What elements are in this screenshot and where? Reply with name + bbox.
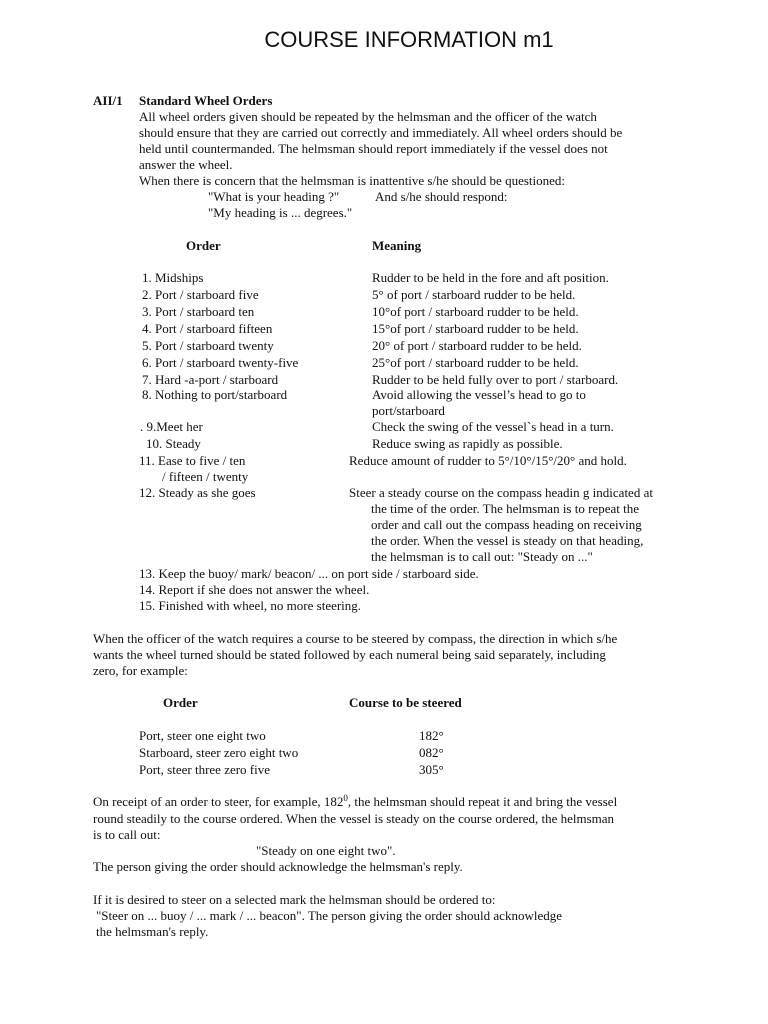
order-row-full: 15. Finished with wheel, no more steering. — [139, 598, 362, 613]
meaning-cell: order and call out the compass heading on receiving — [371, 517, 642, 532]
order-cell: 3. Port / starboard ten — [142, 304, 255, 319]
section-heading: Standard Wheel Orders — [139, 93, 273, 108]
orders-header-order: Order — [186, 238, 221, 253]
meaning-cell: port/starboard — [372, 403, 445, 418]
receipt-text: , the helmsman should repeat it and bring the vessel — [347, 794, 618, 809]
course-header-order: Order — [163, 695, 198, 710]
order-cell: . 9.Meet her — [140, 419, 203, 434]
course-value-cell: 305° — [419, 762, 444, 777]
question-text: "What is your heading ?" — [208, 189, 340, 204]
order-cell: 11. Ease to five / ten — [139, 453, 246, 468]
order-cell: 12. Steady as she goes — [139, 485, 256, 500]
order-row-full: 13. Keep the buoy/ mark/ beacon/ ... on port side / starboard side. — [139, 566, 479, 581]
meaning-cell: the order. When the vessel is steady on that heading, — [371, 533, 644, 548]
order-cell: / fifteen / twenty — [162, 469, 249, 484]
orders-header-meaning: Meaning — [372, 238, 422, 253]
meaning-cell: 25°of port / starboard rudder to be held. — [372, 355, 579, 370]
course-order-cell: Port, steer three zero five — [139, 762, 271, 777]
meaning-cell: Check the swing of the vessel`s head in a turn. — [372, 419, 614, 434]
mark-line: If it is desired to steer on a selected mark the helmsman should be ordered to: — [93, 892, 496, 907]
intro-line: held until countermanded. The helmsman should report immediately if the vessel does not — [139, 141, 608, 156]
order-cell: 1. Midships — [142, 270, 204, 285]
receipt-line: is to call out: — [93, 827, 161, 842]
compass-intro-line: When the officer of the watch requires a course to be steered by compass, the direction in which s/he — [93, 631, 618, 646]
order-cell: 8. Nothing to port/starboard — [142, 387, 288, 402]
intro-line: When there is concern that the helmsman is inattentive s/he should be questioned: — [139, 173, 565, 188]
callout-text: "Steady on one eight two". — [256, 843, 396, 858]
course-order-cell: Port, steer one eight two — [139, 728, 266, 743]
meaning-cell: Rudder to be held fully over to port / starboard. — [372, 372, 619, 387]
order-cell: 5. Port / starboard twenty — [142, 338, 274, 353]
mark-line: "Steer on ... buoy / ... mark / ... beacon". The person giving the order should acknowledge — [96, 908, 562, 923]
meaning-cell: Rudder to be held in the fore and aft position. — [372, 270, 609, 285]
intro-line: answer the wheel. — [139, 157, 233, 172]
meaning-cell: 20° of port / starboard rudder to be held. — [372, 338, 582, 353]
order-row-full: 14. Report if she does not answer the wheel. — [139, 582, 370, 597]
compass-intro-line: zero, for example: — [93, 663, 188, 678]
receipt-line: round steadily to the course ordered. When the vessel is steady on the course ordered, the helmsman — [93, 811, 615, 826]
course-value-cell: 182° — [419, 728, 444, 743]
meaning-cell: the time of the order. The helmsman is to repeat the — [371, 501, 639, 516]
meaning-cell: 10°of port / starboard rudder to be held. — [372, 304, 579, 319]
answer-text: "My heading is ... degrees." — [208, 205, 353, 220]
meaning-cell: Reduce amount of rudder to 5°/10°/15°/20° and hold. — [349, 453, 627, 468]
receipt-line — [93, 794, 617, 810]
meaning-cell: 15°of port / starboard rudder to be held. — [372, 321, 579, 336]
receipt-text: On receipt of an order to steer, for example, 182 — [93, 794, 344, 809]
section-code: AII/1 — [93, 93, 123, 108]
meaning-cell: the helmsman is to call out: "Steady on ..." — [371, 549, 593, 564]
order-cell: 7. Hard -a-port / starboard — [142, 372, 279, 387]
intro-line: All wheel orders given should be repeated by the helmsman and the officer of the watch — [139, 109, 597, 124]
compass-intro-line: wants the wheel turned should be stated followed by each numeral being said separately, including — [93, 647, 606, 662]
intro-line: should ensure that they are carried out correctly and immediately. All wheel orders should be — [139, 125, 623, 140]
order-cell: 10. Steady — [146, 436, 201, 451]
page-title: COURSE INFORMATION m1 — [264, 27, 554, 52]
meaning-cell: 5° of port / starboard rudder to be held. — [372, 287, 576, 302]
order-cell: 4. Port / starboard fifteen — [142, 321, 273, 336]
course-order-cell: Starboard, steer zero eight two — [139, 745, 299, 760]
order-cell: 6. Port / starboard twenty-five — [142, 355, 299, 370]
course-value-cell: 082° — [419, 745, 444, 760]
respond-text: And s/he should respond: — [375, 189, 508, 204]
ack-text: The person giving the order should acknowledge the helmsman's reply. — [93, 859, 463, 874]
order-cell: 2. Port / starboard five — [142, 287, 259, 302]
mark-line: the helmsman's reply. — [96, 924, 209, 939]
course-header-course: Course to be steered — [349, 695, 462, 710]
meaning-cell: Avoid allowing the vessel’s head to go to — [372, 387, 586, 402]
meaning-cell: Reduce swing as rapidly as possible. — [372, 436, 563, 451]
degree-superscript: 0 — [343, 793, 348, 803]
meaning-cell: Steer a steady course on the compass headin g indicated at — [349, 485, 653, 500]
